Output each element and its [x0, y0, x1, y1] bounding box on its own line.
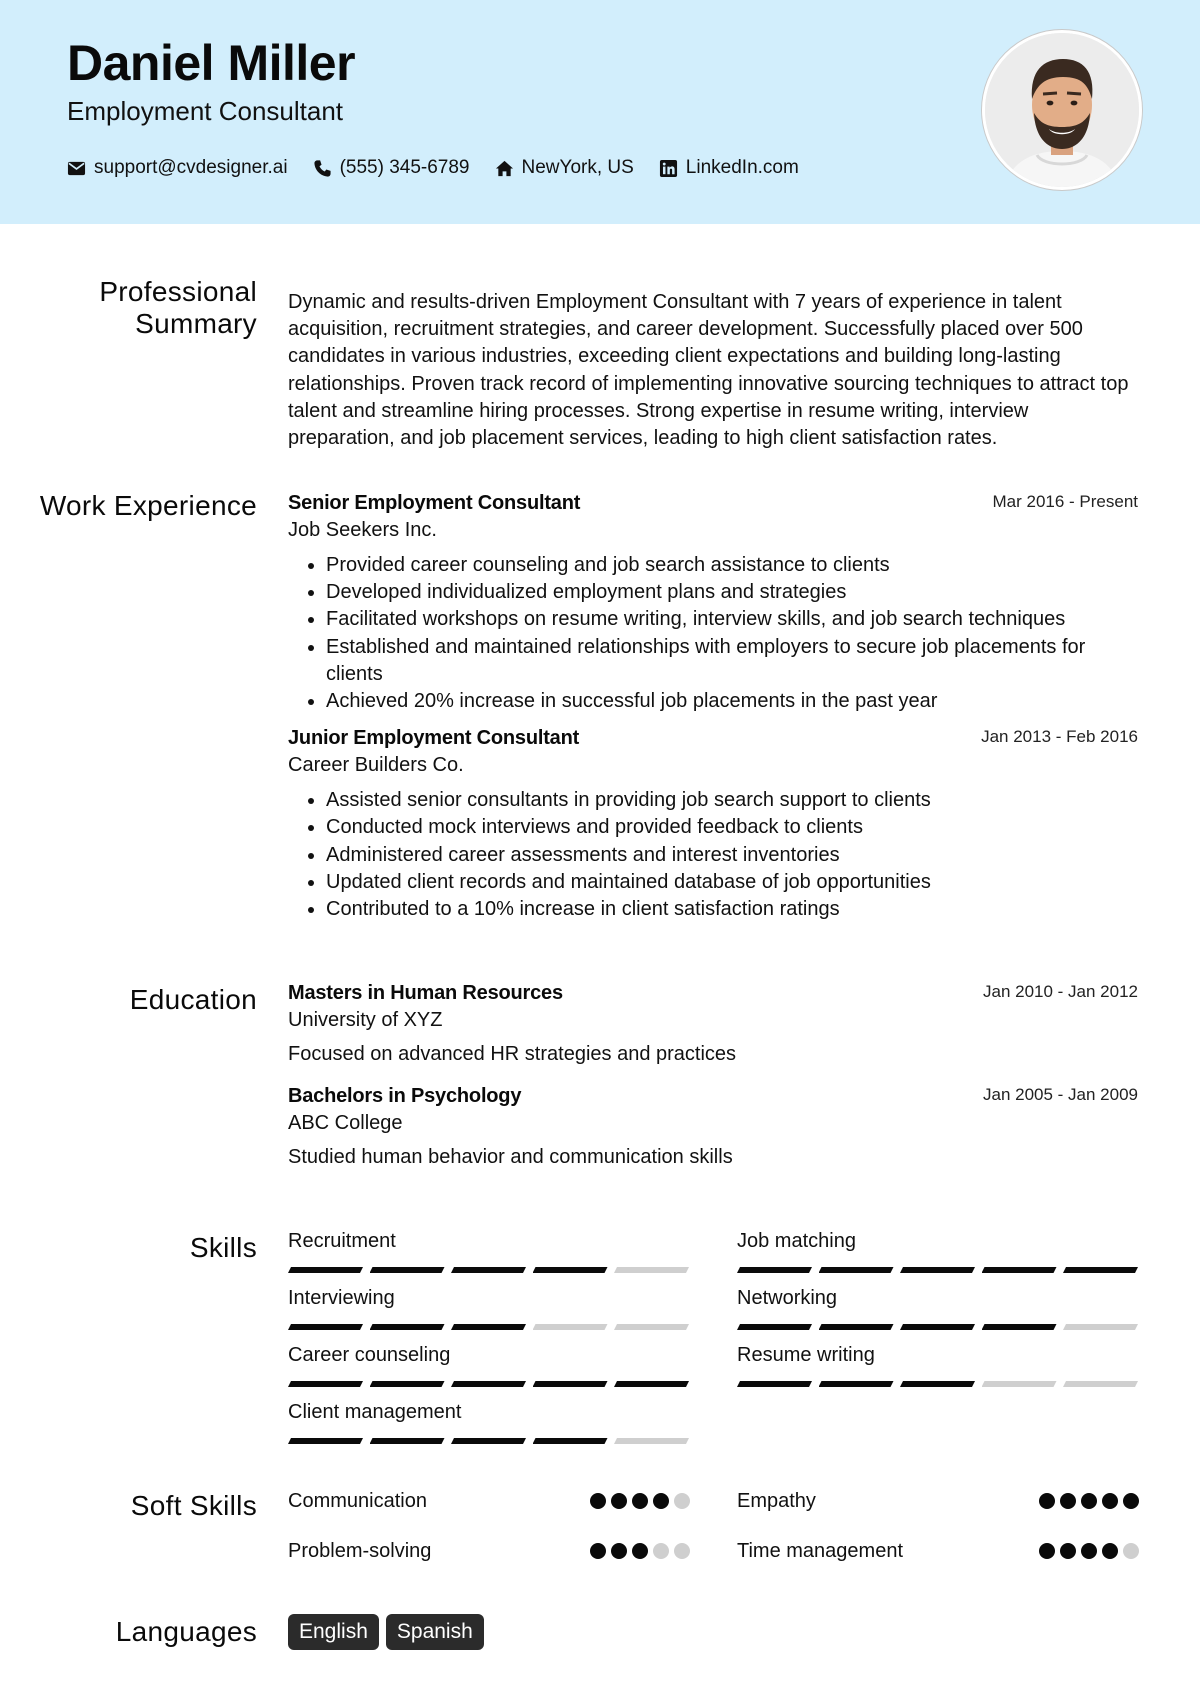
- education-dates: Jan 2005 - Jan 2009: [982, 1085, 1138, 1104]
- job-company: Job Seekers Inc.: [288, 519, 437, 541]
- soft-skill-name: Problem-solving: [288, 1540, 432, 1562]
- skill-segment-filled: [819, 1381, 894, 1387]
- skill-segment-filled: [737, 1324, 812, 1330]
- job-bullet: • Facilitated workshops on resume writing, interview skills, and job search techniques: [326, 606, 1138, 633]
- contact-location: [495, 157, 634, 179]
- skill-segment-filled: [533, 1381, 608, 1387]
- skills-grid: [288, 1228, 1138, 1448]
- rating-dot-filled: [611, 1543, 627, 1559]
- education-entry: [288, 1083, 1138, 1171]
- soft-skill-rating: [1034, 1543, 1139, 1559]
- skill-segment-empty: [1063, 1381, 1138, 1387]
- soft-skill-item: [288, 1538, 690, 1568]
- job-title: Senior Employment Consultant: [288, 492, 581, 514]
- rating-dot-filled: [1060, 1543, 1076, 1559]
- rating-dot-filled: [590, 1543, 606, 1559]
- soft-skill-name: Empathy: [737, 1490, 816, 1512]
- job-bullet: • Achieved 20% increase in successful job placements in the past year: [326, 688, 1138, 715]
- job-entry: [288, 725, 1138, 923]
- soft-skill-item: [737, 1538, 1139, 1568]
- rating-dot-empty: [674, 1543, 690, 1559]
- contact-location-text: NewYork, US: [521, 157, 634, 178]
- rating-dot-filled: [1102, 1543, 1118, 1559]
- language-badge: English: [288, 1614, 379, 1650]
- language-list: [288, 1614, 1138, 1650]
- skill-name: Career counseling: [288, 1344, 451, 1366]
- job-bullet: • Administered career assessments and interest inventories: [326, 842, 1138, 869]
- skill-segment-empty: [614, 1324, 689, 1330]
- rating-dot-filled: [1123, 1493, 1139, 1509]
- skill-name: Client management: [288, 1401, 462, 1423]
- resume-header: [0, 0, 1200, 224]
- skill-item: [288, 1399, 690, 1425]
- job-company: Career Builders Co.: [288, 754, 464, 777]
- skill-item: [288, 1285, 690, 1311]
- rating-dot-empty: [674, 1493, 690, 1509]
- skill-segment-filled: [370, 1267, 445, 1273]
- skill-segment-filled: [819, 1267, 894, 1273]
- education-dates: Jan 2010 - Jan 2012: [982, 982, 1138, 1001]
- skill-segment-filled: [451, 1381, 526, 1387]
- skill-segment-empty: [614, 1438, 689, 1444]
- skill-item: [737, 1342, 1139, 1368]
- section-title-skills: Skills: [189, 1232, 257, 1263]
- skill-segment-filled: [900, 1267, 975, 1273]
- home-icon: [495, 159, 514, 178]
- job-bullets: [288, 552, 1138, 715]
- skill-segment-filled: [288, 1381, 363, 1387]
- skill-segment-empty: [1063, 1324, 1138, 1330]
- skill-level-bar: [737, 1381, 1139, 1387]
- rating-dot-filled: [1060, 1493, 1076, 1509]
- section-title-languages: Languages: [115, 1616, 257, 1647]
- skill-level-bar: [737, 1324, 1139, 1330]
- contact-email-text: support@cvdesigner.ai: [94, 157, 288, 178]
- job-dates: Mar 2016 - Present: [992, 492, 1138, 511]
- job-entry: [288, 490, 1138, 715]
- rating-dot-empty: [1123, 1543, 1139, 1559]
- school-name: University of XYZ: [288, 1009, 443, 1031]
- job-bullet: • Provided career counseling and job search assistance to clients: [326, 552, 1138, 579]
- skill-segment-filled: [614, 1381, 689, 1387]
- job-bullet: • Contributed to a 10% increase in client satisfaction ratings: [326, 896, 1138, 923]
- skill-segment-filled: [288, 1324, 363, 1330]
- phone-icon: [313, 159, 332, 178]
- summary-text: Dynamic and results-driven Employment Consultant with 7 years of experience in talent acquisition, recruitment strategies, and career development. Successfully placed over 500 candidates in various industries, exceeding client expectations and building long-lasting relationships. Proven track record of implementing innovative sourcing techniques to attract top talent and streamline hiring processes. Strong expertise in resume writing, interview preparation, and job placement services, leading to high client satisfaction rates.: [288, 291, 1129, 450]
- skill-name: Interviewing: [288, 1287, 395, 1309]
- skill-segment-filled: [533, 1267, 608, 1273]
- skill-name: Recruitment: [288, 1230, 396, 1252]
- skill-level-bar: [288, 1381, 690, 1387]
- skill-segment-filled: [737, 1381, 812, 1387]
- section-title-education: Education: [129, 984, 257, 1015]
- school-name: ABC College: [288, 1112, 403, 1134]
- contact-linkedin-text: LinkedIn.com: [685, 157, 799, 178]
- skill-segment-filled: [451, 1438, 526, 1444]
- skill-segment-filled: [900, 1381, 975, 1387]
- contact-phone-text: (555) 345-6789: [339, 157, 470, 178]
- job-dates: Jan 2013 - Feb 2016: [981, 727, 1138, 747]
- soft-skill-item: [288, 1488, 690, 1518]
- soft-skills-grid: [288, 1488, 1138, 1578]
- contact-phone[interactable]: [313, 157, 470, 179]
- candidate-name: Daniel Miller: [67, 35, 356, 91]
- language-badge: Spanish: [386, 1614, 484, 1650]
- rating-dot-filled: [632, 1543, 648, 1559]
- profile-photo: [982, 30, 1142, 190]
- skill-segment-filled: [451, 1267, 526, 1273]
- skill-segment-filled: [288, 1438, 363, 1444]
- skill-segment-filled: [370, 1324, 445, 1330]
- rating-dot-filled: [1102, 1493, 1118, 1509]
- rating-dot-filled: [1039, 1543, 1055, 1559]
- skill-segment-filled: [451, 1324, 526, 1330]
- soft-skill-rating: [1034, 1493, 1139, 1509]
- rating-dot-filled: [653, 1493, 669, 1509]
- job-bullet: • Assisted senior consultants in providing job search support to clients: [326, 787, 1138, 814]
- skill-name: Resume writing: [737, 1344, 875, 1366]
- skill-item: [737, 1228, 1139, 1254]
- soft-skill-name: Time management: [737, 1540, 903, 1562]
- degree-title: Bachelors in Psychology: [288, 1085, 522, 1107]
- rating-dot-filled: [590, 1493, 606, 1509]
- skill-name: Networking: [737, 1287, 838, 1309]
- rating-dot-filled: [632, 1493, 648, 1509]
- rating-dot-filled: [1081, 1493, 1097, 1509]
- candidate-title: Employment Consultant: [67, 96, 344, 126]
- skill-segment-filled: [819, 1324, 894, 1330]
- skill-segment-filled: [370, 1438, 445, 1444]
- contact-linkedin[interactable]: [659, 157, 799, 179]
- job-bullet: • Developed individualized employment plans and strategies: [326, 579, 1138, 606]
- skill-segment-filled: [533, 1438, 608, 1444]
- education-description: Focused on advanced HR strategies and practices: [288, 1043, 737, 1065]
- skill-item: [288, 1228, 690, 1254]
- job-bullet: • Established and maintained relationships with employers to secure job placements for clients: [326, 634, 1138, 688]
- rating-dot-filled: [611, 1493, 627, 1509]
- linkedin-icon: [659, 159, 678, 178]
- job-title: Junior Employment Consultant: [288, 727, 580, 750]
- soft-skill-rating: [585, 1493, 690, 1509]
- skill-segment-empty: [533, 1324, 608, 1330]
- job-bullets: [288, 787, 1138, 923]
- envelope-icon: [67, 159, 86, 178]
- skill-level-bar: [737, 1267, 1139, 1273]
- skill-segment-filled: [1063, 1267, 1138, 1273]
- skill-item: [288, 1342, 690, 1368]
- education-entry: [288, 980, 1138, 1068]
- skill-segment-filled: [370, 1381, 445, 1387]
- education-description: Studied human behavior and communication skills: [288, 1146, 733, 1168]
- section-title-summary: Professional Summary: [99, 276, 257, 339]
- contact-bar: [67, 157, 824, 179]
- section-title-soft-skills: Soft Skills: [130, 1490, 257, 1521]
- rating-dot-empty: [653, 1543, 669, 1559]
- skill-segment-filled: [982, 1267, 1057, 1273]
- skill-segment-filled: [737, 1267, 812, 1273]
- skill-level-bar: [288, 1267, 690, 1273]
- soft-skill-item: [737, 1488, 1139, 1518]
- skill-segment-filled: [982, 1324, 1057, 1330]
- job-bullet: • Updated client records and maintained database of job opportunities: [326, 869, 1138, 896]
- job-bullet: • Conducted mock interviews and provided feedback to clients: [326, 814, 1138, 841]
- rating-dot-filled: [1081, 1543, 1097, 1559]
- skill-segment-filled: [900, 1324, 975, 1330]
- portrait-image: [985, 33, 1139, 187]
- section-title-experience: Work Experience: [39, 490, 257, 521]
- skill-segment-empty: [982, 1381, 1057, 1387]
- contact-email[interactable]: [67, 157, 288, 179]
- skill-level-bar: [288, 1324, 690, 1330]
- soft-skill-name: Communication: [288, 1490, 427, 1512]
- rating-dot-filled: [1039, 1493, 1055, 1509]
- degree-title: Masters in Human Resources: [288, 982, 563, 1004]
- soft-skill-rating: [585, 1543, 690, 1559]
- skill-segment-empty: [614, 1267, 689, 1273]
- skill-item: [737, 1285, 1139, 1311]
- skill-segment-filled: [288, 1267, 363, 1273]
- skill-name: Job matching: [737, 1230, 856, 1252]
- skill-level-bar: [288, 1438, 690, 1444]
